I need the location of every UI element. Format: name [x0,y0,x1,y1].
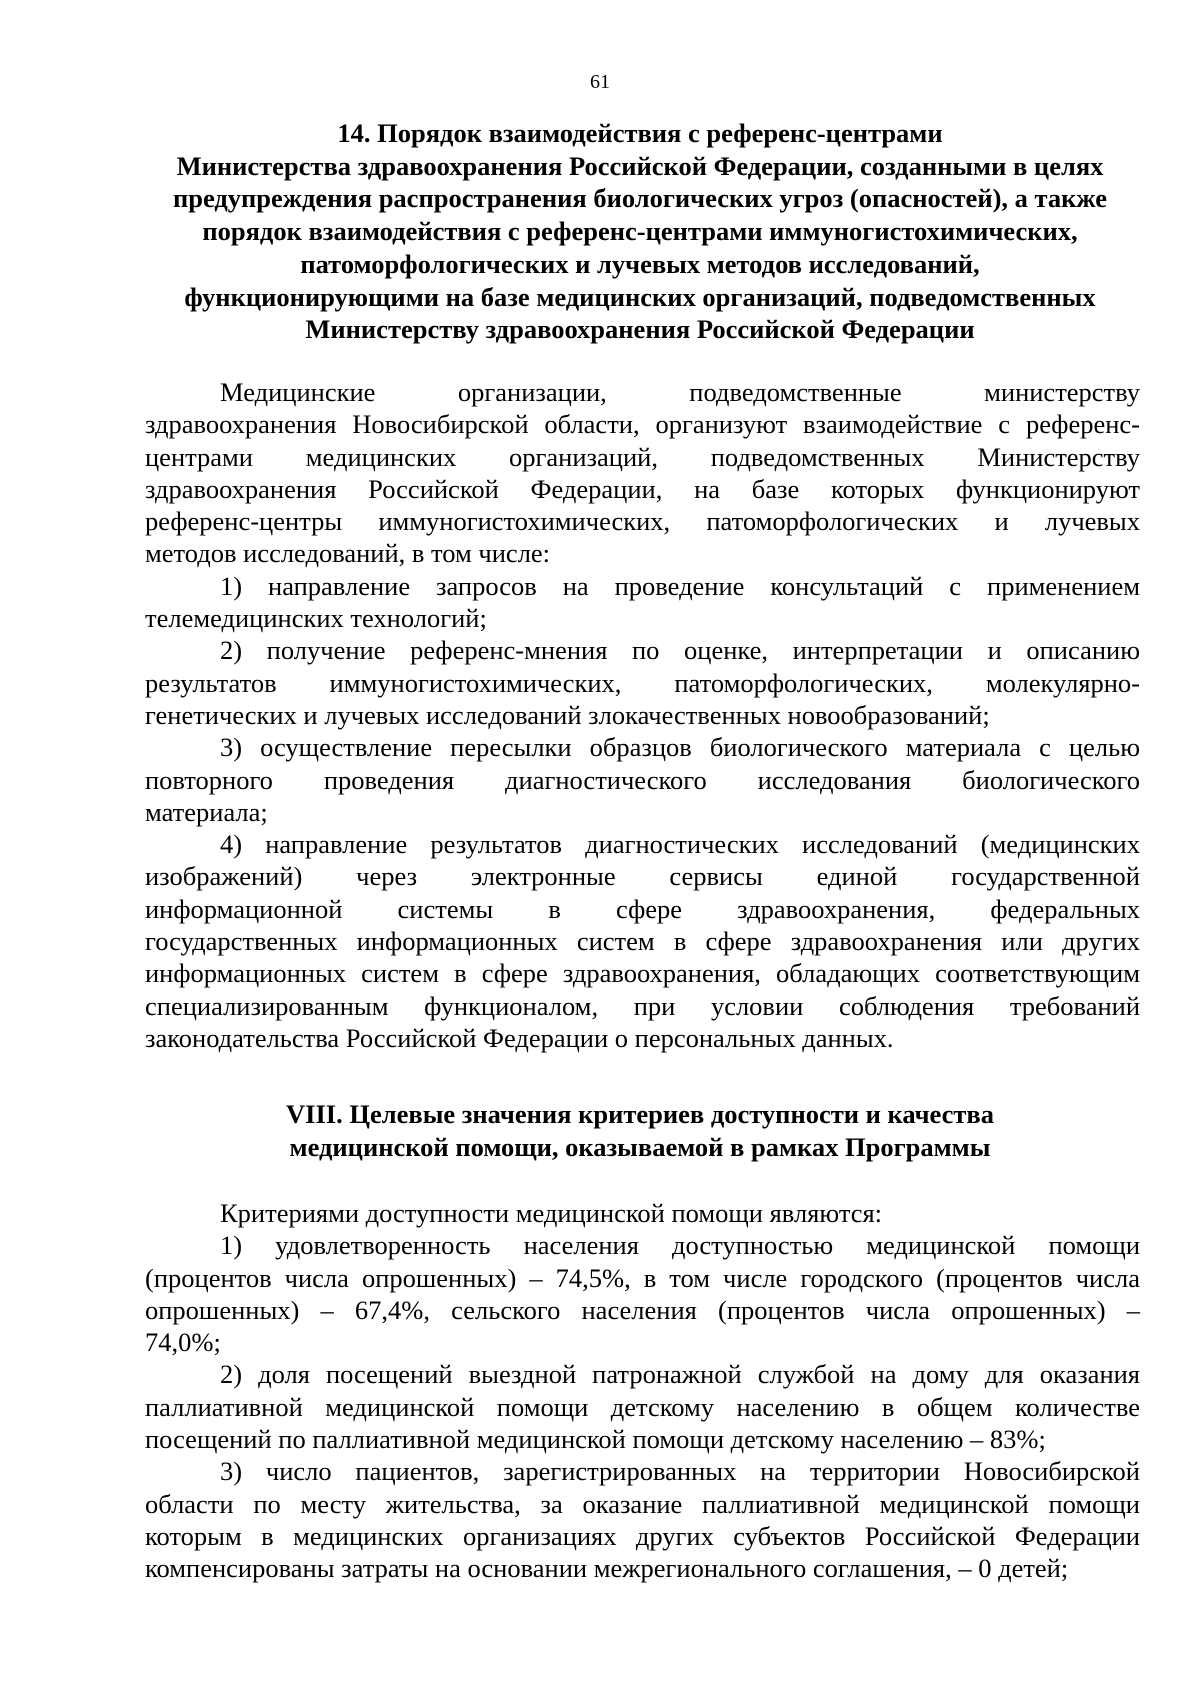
text-line: методов исследований, в том числе: [145,538,551,569]
heading-line: 14. Порядок взаимодействия с референс-центрами [337,118,943,148]
heading-line: предупреждения распространения биологических угроз (опасностей), а также [172,183,1108,214]
paragraph [145,828,1140,1054]
text-line: 2) доля посещений выездной патронажной службой на дому для оказания [220,1359,1140,1390]
heading-line: Министерства здравоохранения Российской Федерации, созданными в целях [176,150,1104,181]
text-line: здравоохранения Российской Федерации, на базе которых функционируют [145,473,1140,504]
page-number: 61 [590,71,610,93]
text-line: 74,0%; [145,1327,221,1358]
heading-line: патоморфологических и лучевых методов исследований, [300,248,980,279]
text-line: опрошенных) – 67,4%, сельского населения (процентов числа опрошенных) – [145,1294,1140,1325]
paragraph [145,634,1140,731]
paragraph [145,1358,1140,1455]
text-line: информационной системы в сфере здравоохранения, федеральных [145,893,1140,924]
paragraph [145,570,1140,635]
paragraph [145,376,1140,570]
text-line: области по месту жительства, за оказание паллиативной медицинской помощи [145,1488,1140,1519]
text-line: информационных систем в сфере здравоохранения, обладающих соответствующим [145,958,1140,989]
text-line: референс-центры иммуногистохимических, патоморфологических и лучевых [145,506,1140,537]
section-14-body [145,376,1140,1054]
text-line: изображений) через электронные сервисы единой государственной [145,861,1140,892]
text-line: специализированным функционалом, при условии соблюдения требований [145,990,1140,1021]
section-viii-body [145,1197,1140,1585]
text-line: результатов иммуногистохимических, патоморфологических, молекулярно- [145,667,1140,698]
text-line: Критериями доступности медицинской помощи являются: [220,1198,883,1228]
section-viii-heading [140,1098,1140,1163]
heading-line: Министерству здравоохранения Российской Федерации [305,314,975,345]
text-line: центрами медицинских организаций, подведомственных Министерству [145,441,1140,472]
text-line: компенсированы затраты на основании межрегионального соглашения, – 0 детей; [145,1553,1069,1584]
text-line: материала; [145,796,268,827]
text-line: 1) удовлетворенность населения доступностью медицинской помощи [220,1230,1140,1261]
text-line: Медицинские организации, подведомственные министерству [220,377,1140,407]
text-line: законодательства Российской Федерации о персональных данных. [145,1022,894,1053]
text-line: 3) осуществление пересылки образцов биологического материала с целью [220,732,1140,763]
paragraph [145,731,1140,828]
text-line: государственных информационных систем в сфере здравоохранения или других [145,926,1140,957]
text-line: 1) направление запросов на проведение консультаций с применением [220,570,1140,601]
paragraph [145,1197,1140,1229]
text-line: генетических и лучевых исследований злокачественных новообразований; [145,699,990,730]
text-line: 3) число пациентов, зарегистрированных на территории Новосибирской [220,1456,1140,1487]
text-line: которым в медицинских организациях других субъектов Российской Федерации [145,1520,1140,1551]
text-line: повторного проведения диагностического исследования биологического [145,764,1140,795]
paragraph [145,1229,1140,1358]
heading-line: порядок взаимодействия с референс-центрами иммуногистохимических, [202,216,1078,247]
heading-line: функционирующими на базе медицинских организаций, подведомственных [184,281,1096,312]
text-line: 2) получение референс-мнения по оценке, интерпретации и описанию [220,635,1140,666]
text-line: (процентов числа опрошенных) – 74,5%, в том числе городского (процентов числа [145,1262,1140,1293]
paragraph [145,1455,1140,1584]
section-14-heading [140,117,1140,346]
text-line: 4) направление результатов диагностических исследований (медицинских [220,829,1140,860]
heading-line: VIII. Целевые значения критериев доступности и качества [286,1099,994,1129]
text-line: посещений по паллиативной медицинской помощи детскому населению – 83%; [145,1424,1046,1455]
heading-line: медицинской помощи, оказываемой в рамках Программы [289,1131,991,1162]
text-line: телемедицинских технологий; [145,603,487,634]
text-line: паллиативной медицинской помощи детскому населению в общем количестве [145,1391,1140,1422]
text-line: здравоохранения Новосибирской области, организуют взаимодействие с референс- [145,409,1140,440]
